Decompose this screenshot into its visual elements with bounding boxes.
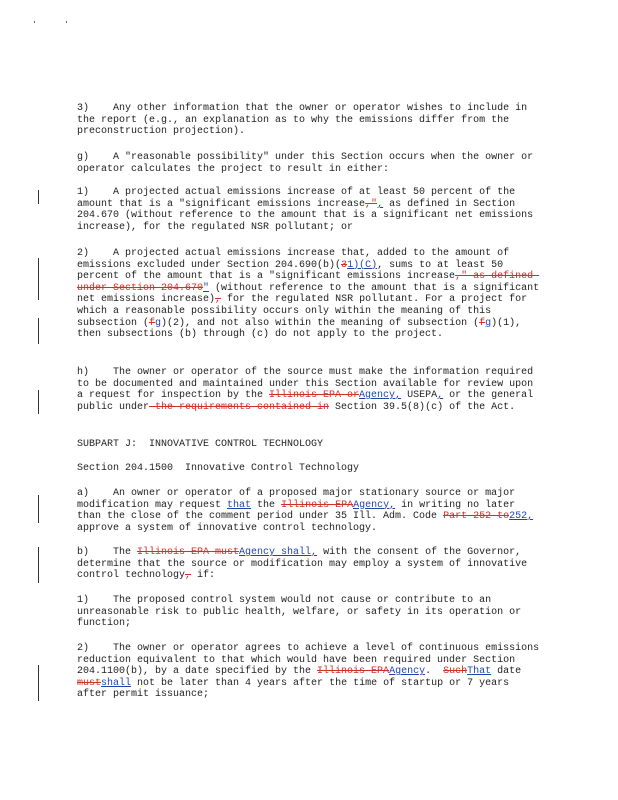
paragraph-b1: 1) The proposed control system would not cause or contribute to an unreasonable risk to public health, welfare, or safety in its operation or function; bbox=[77, 595, 528, 630]
paragraph-h: h) The owner or operator of the source must make the information required to be documented and maintained under this Section available for review upon a request for inspection by the Illinois EPA orAgency, USEPA, or the general public under the requirements contained in Section 39.5(8)(c) of the Act. bbox=[77, 367, 540, 413]
deleted-text: f bbox=[149, 317, 156, 329]
deleted-text: ," bbox=[365, 198, 378, 210]
paragraph-b2: 2) The owner or operator agrees to achieve a level of continuous emissions reduction equivalent to that which would have been required under Section 204.1100(b), by a date specified by the Illinois EPAAgency. SuchThat date mustshall not be later than 4 years after the time of startup or 7 years after permit issuance; bbox=[77, 643, 546, 701]
change-bar bbox=[38, 495, 39, 523]
inserted-text: , bbox=[437, 390, 444, 402]
inserted-text: Agency bbox=[389, 666, 426, 678]
deleted-text: Illinois EPA bbox=[317, 666, 390, 678]
inserted-text: g bbox=[485, 317, 492, 329]
inserted-text: 1)(C) bbox=[347, 259, 378, 271]
deleted-text: the requirements contained in bbox=[149, 401, 330, 413]
deleted-text: , bbox=[185, 570, 192, 582]
paragraph-a: a) An owner or operator of a proposed major stationary source or major modification may request that the Illinois EPAAgency, in writing no later than the close of the comment period under 35 Ill. Adm. Code Part 252 to252, approve a system of innovative control technology. bbox=[77, 488, 540, 534]
deleted-text: f bbox=[479, 317, 486, 329]
inserted-text: Agency shall, bbox=[239, 547, 318, 558]
paragraph-g: g) A "reasonable possibility" under this Section occurs when the owner or operator calculates the project to result in either: bbox=[77, 152, 540, 175]
scan-speck bbox=[34, 21, 35, 23]
deleted-text: , bbox=[215, 294, 222, 306]
section-heading: Section 204.1500 Innovative Control Technology bbox=[77, 463, 360, 474]
deleted-text: must bbox=[77, 677, 102, 689]
change-bar bbox=[38, 665, 39, 701]
subpart-heading: SUBPART J: INNOVATIVE CONTROL TECHNOLOGY bbox=[77, 439, 324, 450]
deleted-text: Illinois EPA bbox=[281, 499, 354, 511]
deleted-text: Part 252 to bbox=[443, 511, 510, 523]
deleted-text: ," as defined under Section 204.670 bbox=[77, 271, 540, 294]
change-bar bbox=[38, 547, 39, 583]
change-bar bbox=[38, 318, 39, 344]
inserted-text: " bbox=[203, 282, 210, 294]
paragraph-g2: 2) A projected actual emissions increase that, added to the amount of emissions excluded under Section 204.690(b)(31)(C), sums to at least 50 percent of the amount that is a "significant emissions increase," as defined under Section 204.670" (without reference to the amount that is a significant net emissions increase), for the regulated NSR pollutant. For a project for which a reasonable possibility occurs only within the meaning of this subsection (fg)(2), and not also within the meaning of subsection (fg)(1), then subsections (b) through (c) do not apply to the project. bbox=[77, 248, 546, 341]
inserted-text: Agency, bbox=[359, 390, 402, 402]
inserted-text: Agency, bbox=[353, 499, 396, 511]
paragraph-b: b) The Illinois EPA mustAgency shall, with the consent of the Governor, determine that the source or modification may employ a system of innovative control technology, if: bbox=[77, 547, 534, 582]
inserted-text: 252, bbox=[509, 511, 534, 523]
paragraph-g1: 1) A projected actual emissions increase of at least 50 percent of the amount that is a "significant emissions increase,", as defined in Section 204.670 (without reference to the amount that is a significant net emissions increase), for the regulated NSR pollutant; or bbox=[77, 187, 540, 233]
deleted-text: Illinois EPA must bbox=[137, 547, 240, 558]
inserted-text: , bbox=[377, 198, 384, 210]
change-bar bbox=[38, 390, 39, 414]
deleted-text: Illinois EPA or bbox=[269, 390, 360, 402]
deleted-text: 3 bbox=[341, 259, 348, 271]
paragraph-f3: 3) Any other information that the owner or operator wishes to include in the report (e.g., an explanation as to why the emissions differ from the preconstruction projection). bbox=[77, 103, 534, 138]
scan-speck bbox=[66, 21, 67, 23]
inserted-text: g bbox=[155, 317, 162, 329]
change-bar bbox=[38, 258, 39, 300]
inserted-text: that bbox=[227, 499, 252, 511]
inserted-text: That bbox=[467, 666, 492, 678]
inserted-text: shall bbox=[101, 677, 132, 689]
deleted-text: Such bbox=[443, 666, 468, 678]
change-bar bbox=[38, 190, 39, 204]
